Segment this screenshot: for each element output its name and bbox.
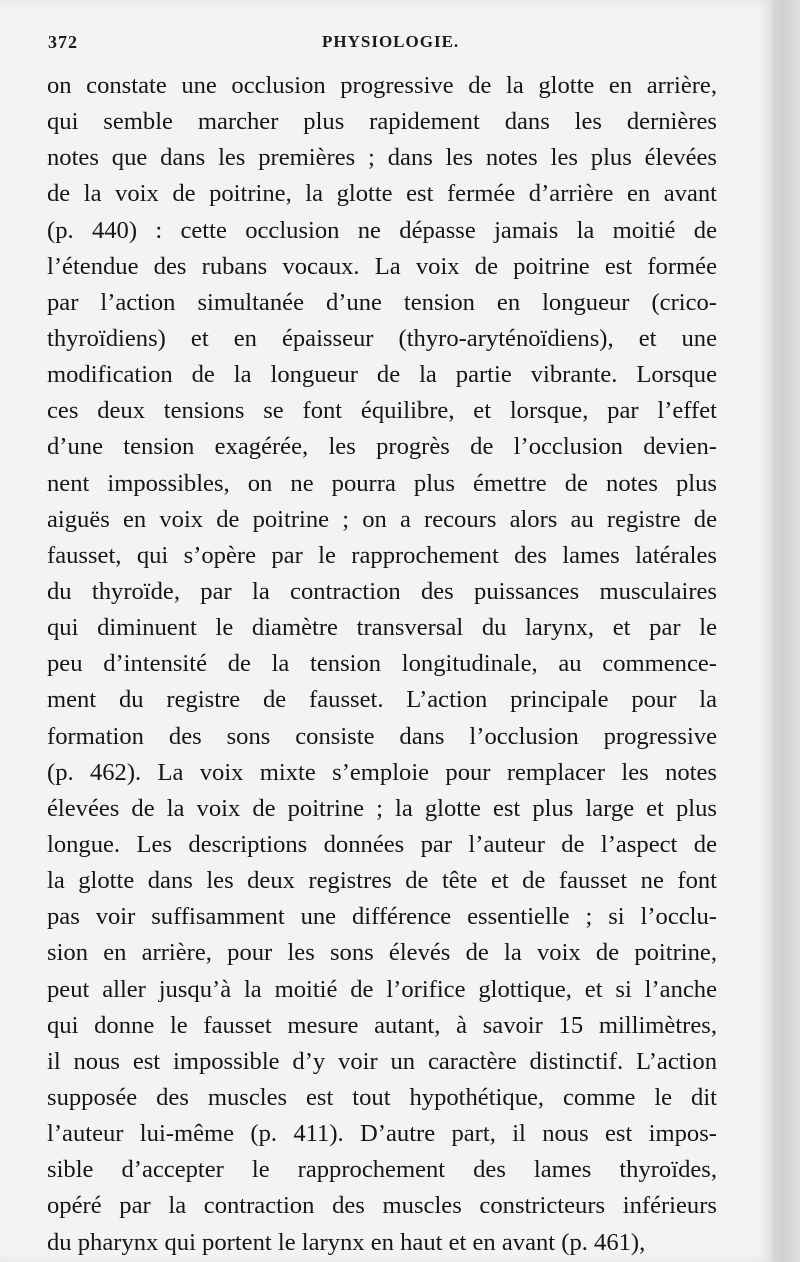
text-line: aiguës en voix de poitrine ; on a recours alors au registre de xyxy=(47,505,717,533)
text-line: d’une tension exagérée, les progrès de l’occlusion devien- xyxy=(47,433,717,461)
text-line: opéré par la contraction des muscles constricteurs inférieurs xyxy=(47,1192,717,1220)
text-line: longue. Les descriptions données par l’auteur de l’aspect de xyxy=(47,830,717,858)
text-line: qui diminuent le diamètre transversal du larynx, et par le xyxy=(47,614,717,642)
text-line: de la voix de poitrine, la glotte est fermée d’arrière en avant xyxy=(47,180,717,208)
text-line: qui semble marcher plus rapidement dans les dernières xyxy=(47,108,717,136)
text-line: (p. 440) : cette occlusion ne dépasse jamais la moitié de xyxy=(47,216,717,244)
text-line: du thyroïde, par la contraction des puissances musculaires xyxy=(47,577,717,605)
text-line: on constate une occlusion progressive de la glotte en arrière, xyxy=(47,72,717,99)
text-line: peu d’intensité de la tension longitudinale, au commence- xyxy=(47,650,717,678)
text-line: ment du registre de fausset. L’action principale pour la xyxy=(47,686,717,714)
text-line: formation des sons consiste dans l’occlusion progressive xyxy=(47,722,717,750)
text-line: élevées de la voix de poitrine ; la glotte est plus large et plus xyxy=(47,794,717,822)
text-line: qui donne le fausset mesure autant, à savoir 15 millimètres, xyxy=(47,1011,717,1039)
text-line: fausset, qui s’opère par le rapprochement des lames latérales xyxy=(47,541,717,569)
text-line: sion en arrière, pour les sons élevés de la voix de poitrine, xyxy=(47,939,717,967)
text-line: supposée des muscles est tout hypothétique, comme le dit xyxy=(47,1083,717,1111)
text-line: par l’action simultanée d’une tension en longueur (crico- xyxy=(47,288,717,316)
text-line: notes que dans les premières ; dans les notes les plus élevées xyxy=(47,144,717,172)
text-line: ces deux tensions se font équilibre, et lorsque, par l’effet xyxy=(47,397,717,425)
text-line: l’étendue des rubans vocaux. La voix de poitrine est formée xyxy=(47,252,717,280)
text-line: il nous est impossible d’y voir un caractère distinctif. L’action xyxy=(47,1047,717,1075)
text-line: du pharynx qui portent le larynx en haut et en avant (p. 461), xyxy=(47,1228,646,1256)
running-head: PHYSIOLOGIE. xyxy=(322,32,460,51)
text-line: l’auteur lui-même (p. 411). D’autre part, il nous est impos- xyxy=(47,1120,717,1148)
text-line: sible d’accepter le rapprochement des lames thyroïdes, xyxy=(47,1156,717,1184)
body-text xyxy=(47,68,717,1261)
text-line: peut aller jusqu’à la moitié de l’orifice glottique, et si l’anche xyxy=(47,975,717,1003)
page-number: 372 xyxy=(48,32,78,52)
page-header xyxy=(0,28,772,62)
text-line: nent impossibles, on ne pourra plus émettre de notes plus xyxy=(47,469,717,497)
text-line: modification de la longueur de la partie vibrante. Lorsque xyxy=(47,361,717,389)
text-line: pas voir suffisamment une différence essentielle ; si l’occlu- xyxy=(47,903,717,931)
text-line: thyroïdiens) et en épaisseur (thyro-aryténoïdiens), et une xyxy=(47,324,717,352)
text-line: la glotte dans les deux registres de tête et de fausset ne font xyxy=(47,867,717,895)
text-line: (p. 462). La voix mixte s’emploie pour remplacer les notes xyxy=(47,758,717,786)
page-edge-shadow xyxy=(772,0,800,1262)
